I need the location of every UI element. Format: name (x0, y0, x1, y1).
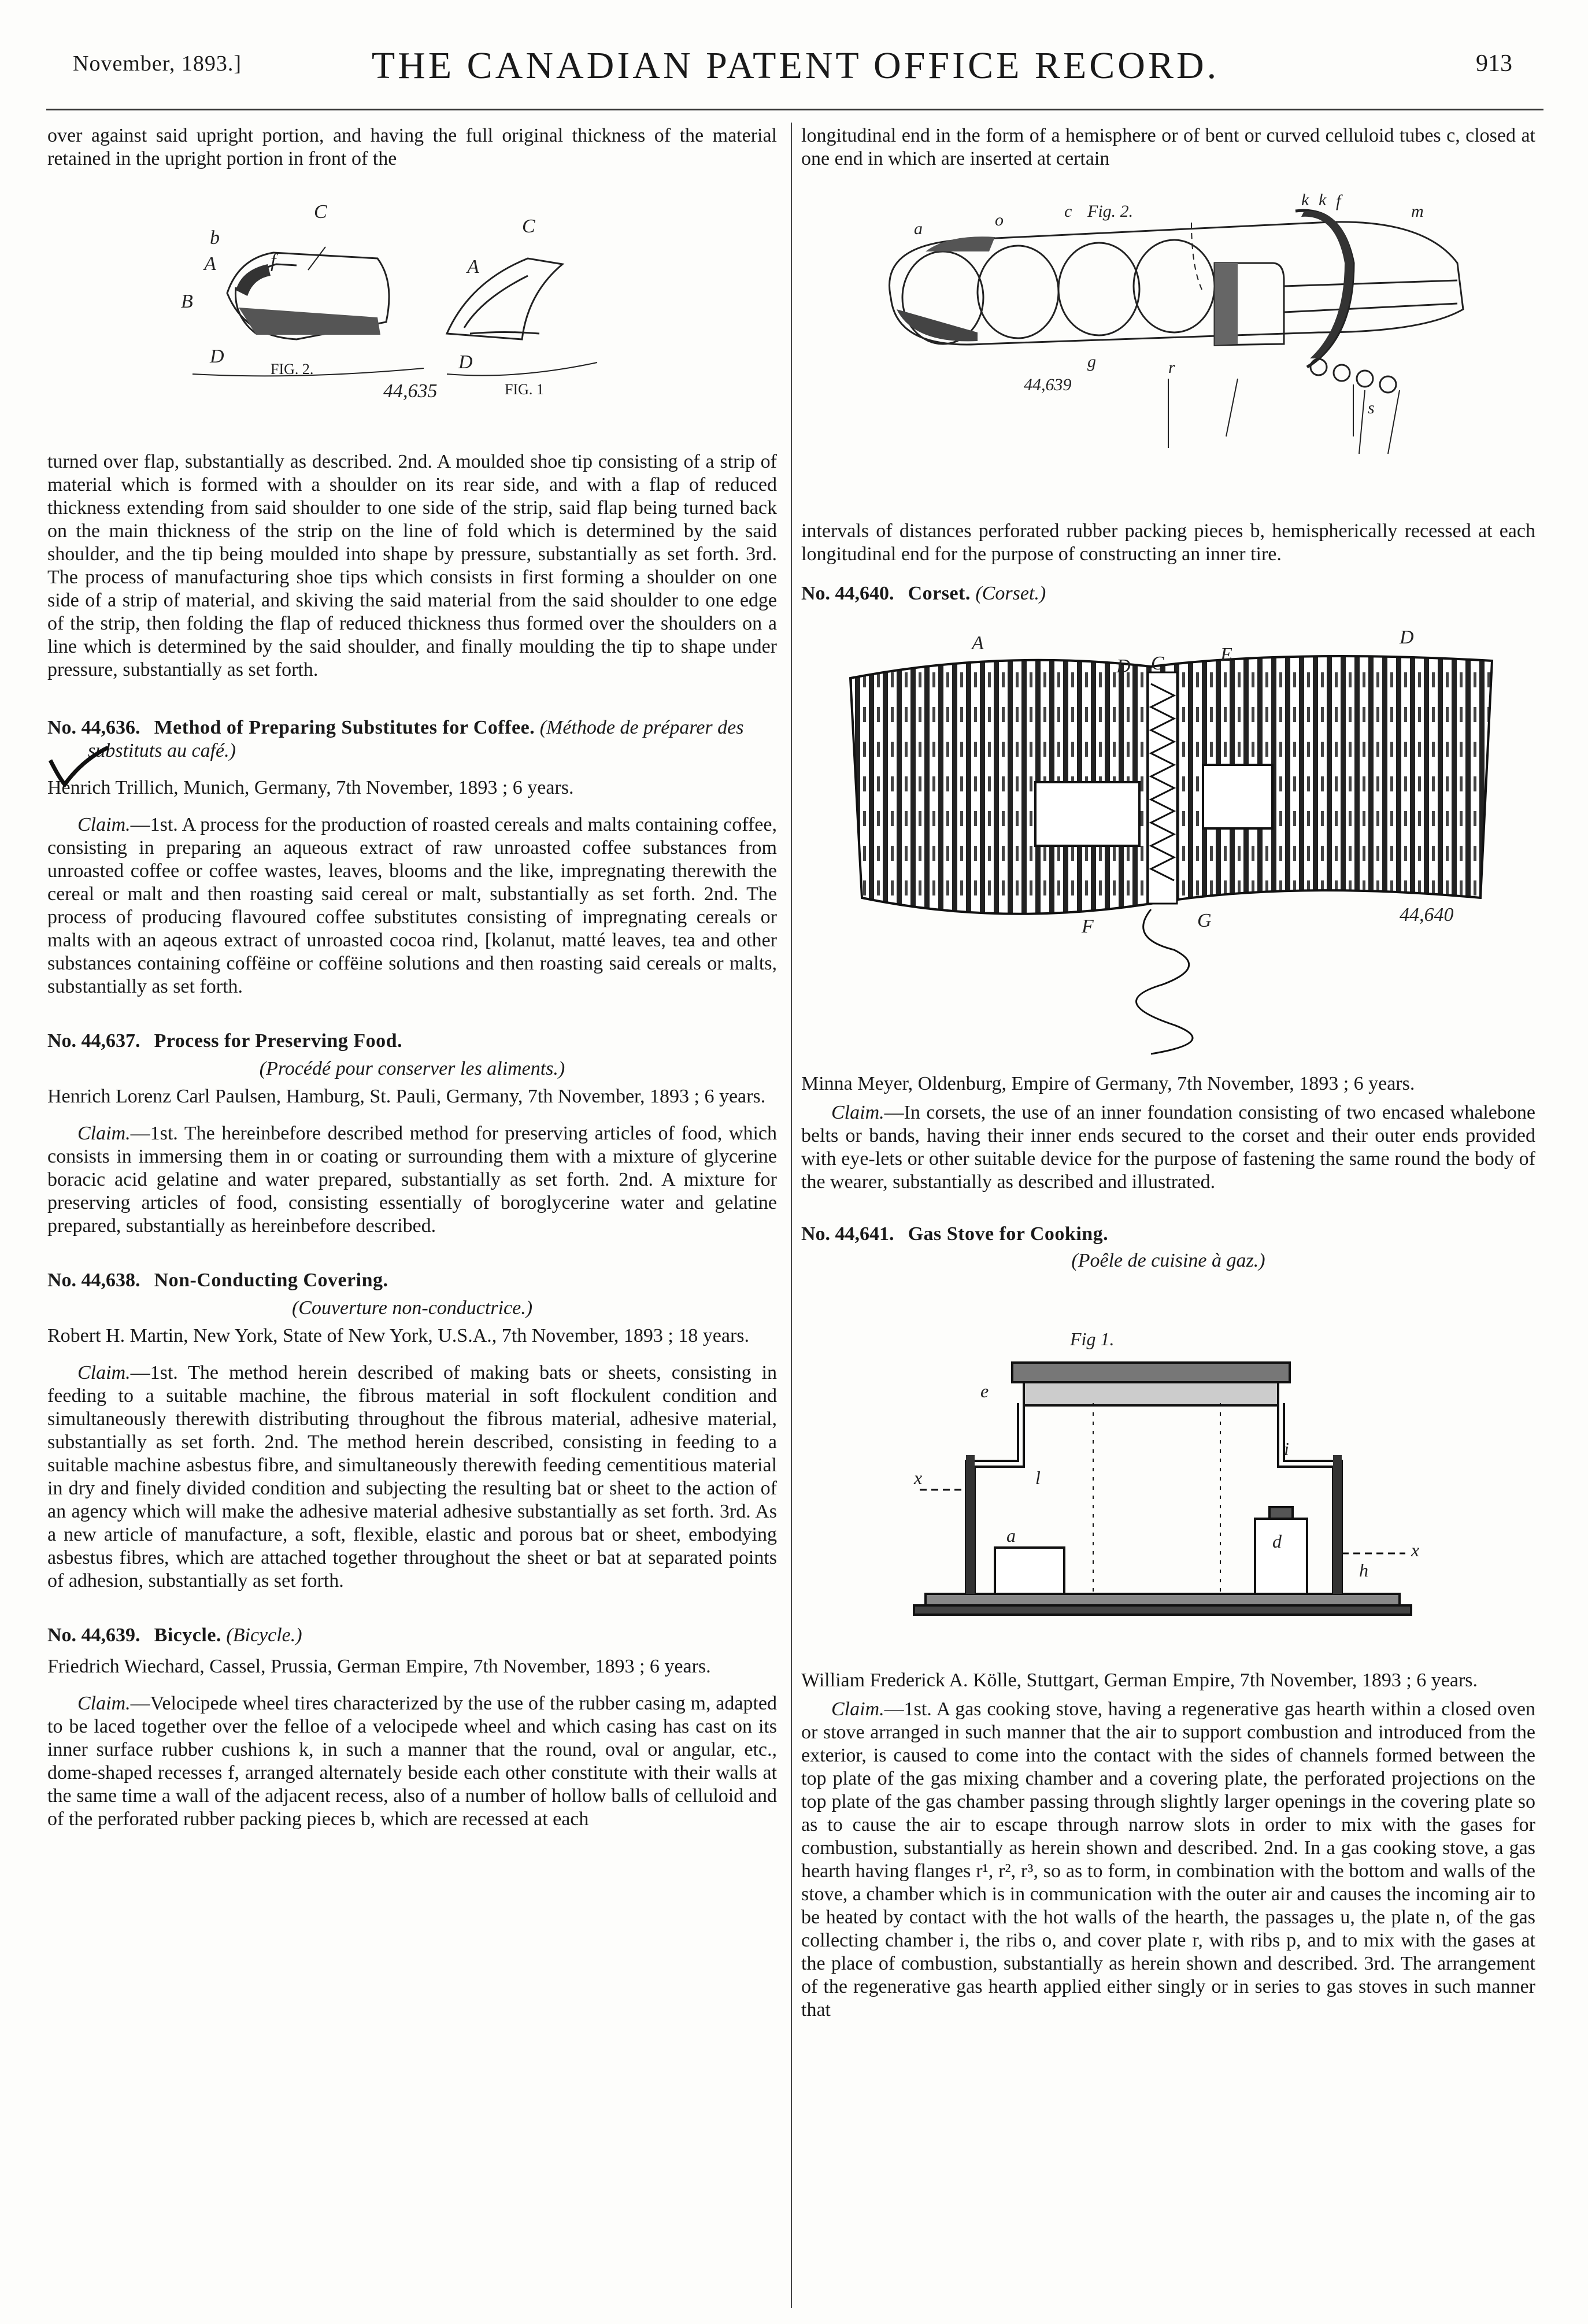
fig639-label-k: k (1301, 194, 1309, 209)
fig639-label-a: a (914, 219, 923, 238)
patent-claim: Claim.—1st. A gas cooking stove, having a regenerative gas hearth within a closed oven or stove arranged in such manner that the air to support combustion and introduced from the exterior, is caused to come into the contact with the sides of channels formed between the top plate of the gas mixing chamber and a covering plate, the perforated projections on the top plate of the gas chamber passing through slightly larger openings in the covering plate so as to cause the air to escape through narrow slots in order to mix with the gases for combustion, substantially as herein shown and described. 2nd. In a gas cooking stove, a gas hearth having flanges r¹, r², r³, so as to form, in combination with the bottom and walls of the stove, a chamber which is in communication with the outer air and causes the incoming air to be heated by contact with the hot walls of the hearth, the passages u, the plate n, of the gas collecting chamber i, the ribs o, and cover plate r, with ribs p, and to mix with the gases at the place of combustion, substantially as herein shown and described. 3rd. The arrangement of the regenerative gas hearth applied either singly or in series to gas stoves in such manner that (801, 1698, 1535, 2020)
fig640-label-D2: D (1400, 627, 1414, 648)
patent-heading (47, 1030, 777, 1053)
patent-number: No. 44,639. (47, 1624, 140, 1646)
patent-claim: Claim.—1st. The hereinbefore described method for preserving articles of food, which consists in immersing them in or coating or surrounding them with a mixture of glycerine boracic acid gelatine and water prepared, substantially as set forth. 2nd. A mixture for preserving articles of food, consisting essentially of boroglycerine water and gelatine prepared, substantially as hereinbefore described. (47, 1123, 777, 1237)
fig639-label-g: g (1087, 352, 1096, 371)
patent-inventor: Robert H. Martin, New York, State of New York, U.S.A., 7th November, 1893 ; 18 years. (47, 1325, 750, 1346)
fig641-label-e: e (980, 1381, 989, 1401)
figure-44635 (123, 189, 701, 443)
patent-title: Non-Conducting Covering. (154, 1270, 388, 1291)
patent-number: No. 44,641. (801, 1223, 894, 1245)
patent-french-title: (Couverture non-conductrice.) (291, 1297, 533, 1319)
fig639-label-m: m (1411, 202, 1424, 221)
patent-claim: Claim.—1st. The method herein described of making bats or sheets, consisting in feeding to a suitable machine, the fibrous material in soft flockulent condition and simultaneously therewith distributing throughout the fibrous material, adhesive material, substantially as set forth. 2nd. The method herein described, consisting in feeding to a suitable machine asbestus fibre, and simultaneously therewith feeding cementitious material in dry and finely divided condition and subjecting the resulting bat or sheet to the action of an agency which will make the adhesive material adhesive substantially as set forth. 3rd. As a new article of manufacture, a soft, flexible, elastic and porous bat or sheet, embodying asbestus fibres, which are attached together throughout the sheet or bat at separated points of adhesion, substantially as set forth. (47, 1362, 777, 1592)
page-number: 913 (1476, 50, 1512, 77)
figure-44640 (827, 626, 1509, 1065)
fig635-label-B: B (181, 291, 193, 312)
patent-inventor: Henrich Lorenz Carl Paulsen, Hamburg, St. Pauli, Germany, 7th November, 1893 ; 6 years. (47, 1086, 766, 1107)
fig641-caption: Fig 1. (1070, 1328, 1115, 1349)
patent-french-title: (Méthode de préparer des substituts au café.) (88, 717, 744, 761)
fig640-label-E: E (1220, 644, 1232, 665)
continued-text-bottom: intervals of distances perforated rubber packing pieces b, hemispherically recessed at each longitudinal end for the purpose of constructing an inner tire. (801, 520, 1535, 565)
fig635-label-b: b (210, 227, 220, 249)
fig635-label-C2: C (522, 216, 535, 237)
left-column (47, 124, 777, 1831)
fig641-label-l: l (1035, 1467, 1041, 1488)
fig635-number: 44,635 (383, 380, 438, 402)
patent-title: Gas Stove for Cooking. (908, 1223, 1109, 1245)
journal-title: THE CANADIAN PATENT OFFICE RECORD. (371, 45, 1220, 87)
fig635-caption-2: FIG. 2. (271, 361, 314, 378)
fig635-label-D: D (210, 346, 224, 367)
patent-heading (801, 582, 1535, 605)
patent-claim: Claim.—1st. A process for the production of roasted cereals and malts containing coffee, consisting in preparing an aqueous extract of raw unroasted coffee substances from unroasted coffee or coffee wastes, leaves, blooms and the like, impregnating therewith the cereal or malt and then roasting said cereal or malt, substantially as set forth. 2nd. The process of producing flavoured coffee substitutes consisting of impregnating cereals or malts with an aqeous extract of unroasted cocoa rind, [kolanut, matté leaves, tea and other substances containing coffëine or coffëine solutions and then roasting said cereals or malts, substantially as set forth. (47, 814, 777, 997)
patent-french-title: (Procédé pour conserver les aliments.) (259, 1058, 565, 1079)
fig639-number: 44,639 (1024, 375, 1072, 394)
fig641-label-x: x (914, 1467, 923, 1488)
fig639-label-o: o (995, 210, 1004, 230)
fig635-label-A: A (204, 253, 216, 275)
patent-44641 (801, 1223, 1535, 2022)
fig639-label-f: f (1336, 194, 1341, 210)
header-rule (46, 109, 1543, 110)
patent-title: Bicycle. (154, 1624, 221, 1646)
patent-number: No. 44,637. (47, 1030, 140, 1052)
fig640-label-C: C (1151, 653, 1164, 674)
patent-number: No. 44,636. (47, 717, 140, 738)
patent-44640 (801, 582, 1535, 1194)
patent-french-title: (Corset.) (975, 583, 1046, 604)
patent-number: No. 44,638. (47, 1270, 140, 1291)
fig641-label-h: h (1359, 1560, 1368, 1581)
fig639-caption: Fig. 2. (1087, 202, 1134, 221)
fig635-label-f: f (271, 250, 276, 272)
fig639-label-s: s (1368, 398, 1375, 417)
patent-inventor: William Frederick A. Kölle, Stuttgart, German Empire, 7th November, 1893 ; 6 years. (801, 1670, 1478, 1691)
patent-heading (47, 1624, 777, 1647)
right-column (801, 124, 1535, 2022)
fig640-label-D: D (1116, 656, 1131, 677)
continued-text-bottom: turned over flap, substantially as described. 2nd. A moulded shoe tip consisting of a strip of material which is formed with a shoulder on its rear side, and with a flap of reduced thickness extending from said shoulder to one side of the strip, said flap being turned back on the main thickness of the strip on the line of fold which is determined by the said shoulder, and the tip being moulded into shape by pressure, substantially as set forth. 3rd. The process of manufacturing shoe tips which consists in first forming a shoulder on one side of a strip of material, and skiving the said material from the said shoulder to one edge of the strip, then folding the flap of reduced thickness thus formed over the shoulders on a line which is determined by the said shoulder, and finally moulding the tip to shape under pressure, substantially as set forth. (47, 451, 777, 680)
header-date: November, 1893.] (73, 51, 242, 76)
fig640-label-F: F (1082, 916, 1094, 937)
patent-claim: Claim.—Velocipede wheel tires characterized by the use of the rubber casing m, adapted to be laced together over the felloe of a velocipede wheel and which casing has cast on its inner surface rubber cushions k, in such a manner that the round, oval or angular, etc., dome-shaped recesses f, arranged alternately beside each other constitute with their walls at the same time a wall of the adjacent recess, also of a number of hollow balls of celluloid and of the perforated rubber packing pieces b, which are recessed at each (47, 1693, 777, 1830)
checkmark-icon (47, 743, 111, 789)
fig635-label-C: C (314, 201, 327, 223)
patent-heading (47, 716, 777, 763)
fig640-label-A: A (972, 632, 984, 654)
patent-french-title: (Poêle de cuisine à gaz.) (1071, 1250, 1265, 1271)
continued-text-top: over against said upright portion, and having the full original thickness of the material retained in the upright portion in front of the (47, 125, 777, 169)
patent-title: Method of Preparing Substitutes for Coffee. (154, 717, 535, 738)
continued-text-top: longitudinal end in the form of a hemisphere or of bent or curved celluloid tubes c, closed at one end in which are inserted at certain (801, 125, 1535, 169)
fig635-caption-1: FIG. 1 (505, 381, 544, 398)
patent-title: Process for Preserving Food. (154, 1030, 403, 1052)
fig639-label-c: c (1064, 202, 1072, 221)
patent-heading (801, 1223, 1535, 1246)
patent-44639 (47, 1624, 777, 1831)
figure-44639 (845, 194, 1492, 517)
patent-number: No. 44,640. (801, 583, 894, 604)
fig640-number: 44,640 (1400, 904, 1454, 926)
fig639-label-r: r (1168, 358, 1175, 377)
patent-44638 (47, 1269, 777, 1593)
patent-inventor: Minna Meyer, Oldenburg, Empire of Germany, 7th November, 1893 ; 6 years. (801, 1073, 1415, 1094)
patent-title: Corset. (908, 583, 971, 604)
fig635-label-A2: A (467, 256, 479, 277)
patent-claim: Claim.—In corsets, the use of an inner foundation consisting of two encased whalebone belts or bands, having their inner ends secured to the corset and their outer ends provided with eye-lets or other suitable device for the purpose of fastening the same round the body of the wearer, substantially as described and illustrated. (801, 1102, 1535, 1193)
column-divider (791, 123, 792, 2308)
fig639-label-k2: k (1319, 194, 1327, 209)
fig640-label-G: G (1197, 910, 1212, 931)
page-header (55, 40, 1535, 110)
fig641-label-x2: x (1411, 1540, 1420, 1560)
patent-inventor: Henrich Trillich, Munich, Germany, 7th November, 1893 ; 6 years. (47, 777, 574, 798)
fig641-label-a: a (1006, 1525, 1016, 1546)
fig641-label-i: i (1284, 1438, 1289, 1459)
fig641-label-d: d (1272, 1531, 1282, 1552)
patent-inventor: Friedrich Wiechard, Cassel, Prussia, German Empire, 7th November, 1893 ; 6 years. (47, 1656, 711, 1677)
fig635-label-D2: D (458, 351, 473, 373)
patent-44636 (47, 716, 777, 998)
patent-french-title: (Bicycle.) (226, 1624, 302, 1646)
patent-heading (47, 1269, 777, 1292)
figure-44641 (850, 1287, 1486, 1657)
patent-44637 (47, 1030, 777, 1238)
